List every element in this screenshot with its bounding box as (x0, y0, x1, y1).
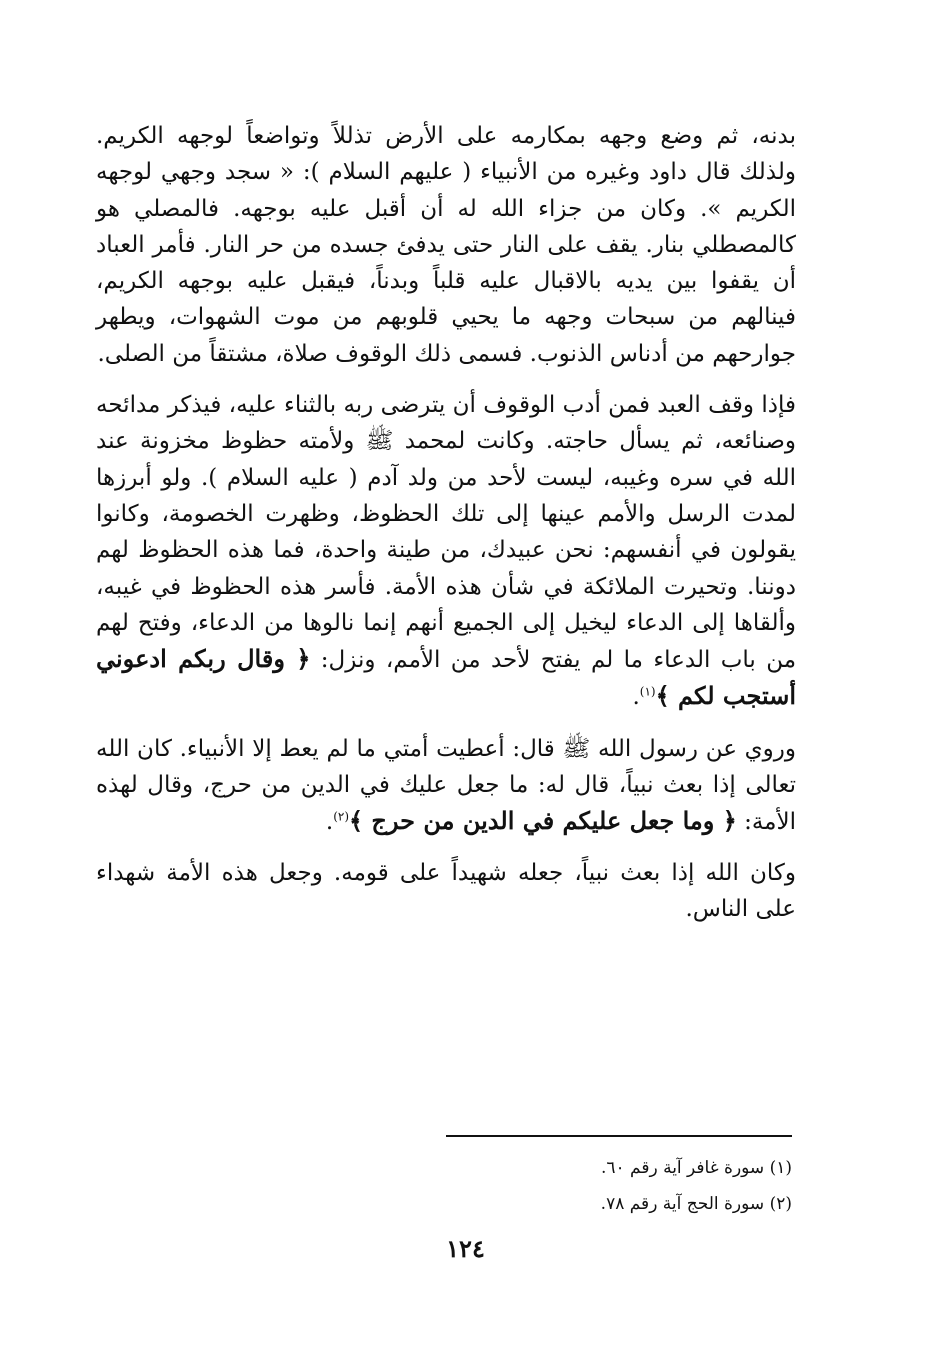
page-number: ١٢٤ (446, 1234, 485, 1263)
paragraph-4: وكان الله إذا بعث نبياً، جعله شهيداً على قومه. وجعل هذه الأمة شهداء على الناس. (96, 859, 796, 922)
paragraph-2-text: فإذا وقف العبد فمن أدب الوقوف أن يترضى ربه بالثناء عليه، فيذكر مدائحه وصنائعه، ثم يسأل حاجته. وكانت لمحمد ﷺ ولأمته حظوظ مخزونة عند الله في سره وغيبه، ليست لأحد من ولد آدم ( عليه السلام ). ولو أبرزها لمدت الرسل والأمم عينها إلى تلك الحظوظ، وظهرت الخصومة، وكانوا يقولون في أنفسهم: نحن عبيدك، من طينة واحدة، فما هذه الحظوظ لهم دوننا. وتحيرت الملائكة في شأن هذه الأمة. فأسر هذه الحظوظ في غيبه، وألقاها إلى الدعاء ليخيل إلى الجميع أنهم إنما نالوها من الدعاء، وفتح لهم من باب الدعاء ما لم يفتح لأحد من الأمم، ونزل: (96, 392, 797, 674)
footnote-separator (446, 1135, 792, 1137)
paragraph-1: بدنه، ثم وضع وجهه بمكارمه على الأرض تذللاً وتواضعاً لوجهه الكريم. ولذلك قال داود وغيره من الأنبياء ( عليهم السلام ): « سجد وجهي لوجهه الكريم ». وكان من جزاء الله له أن أقبل عليه بوجهه. فالمصلي هو كالمصطلي بنار. يقف على النار حتى يدفئ جسده من حر النار. فأمر العباد أن يقفوا بين يديه بالاقبال عليه قلباً وبدناً، فيقبل عليه بوجهه الكريم، فينالهم من سبحات وجهه ما يحيي قلوبهم من موت الشهوات، ويطهر جوارحهم من أدناس الذنوب. فسمى ذلك الوقوف صلاة، مشتقاً من الصلى. (96, 123, 796, 367)
paragraph-2 (96, 387, 796, 716)
footnote-1: (١) سورة غافر آية رقم ٦٠. (600, 1158, 792, 1178)
footnote-2: (٢) سورة الحج آية رقم ٧٨. (600, 1194, 792, 1214)
quran-verse-2: ﴿ وما جعل عليكم في الدين من حرج ﴾ (349, 806, 737, 836)
quran-verse-1: ﴿ وقال ربكم ادعوني أستجب لكم ﴾ (96, 644, 796, 711)
paragraph-3-text: وروي عن رسول الله ﷺ قال: أعطيت أمتي ما لم يعط إلا الأنبياء. كان الله تعالى إذا بعث نبياً، قال له: ما جعل عليك في الدين من حرج، وقال لهذه الأمة: (96, 735, 796, 836)
page-body (96, 118, 796, 927)
footnote-marker-1: (١) (639, 684, 656, 699)
paragraph-2-end: . (632, 684, 640, 711)
footnotes (446, 1150, 792, 1222)
paragraph-3 (96, 731, 796, 841)
paragraph-3-end: . (325, 809, 334, 836)
footnote-marker-2: (٢) (333, 809, 350, 824)
